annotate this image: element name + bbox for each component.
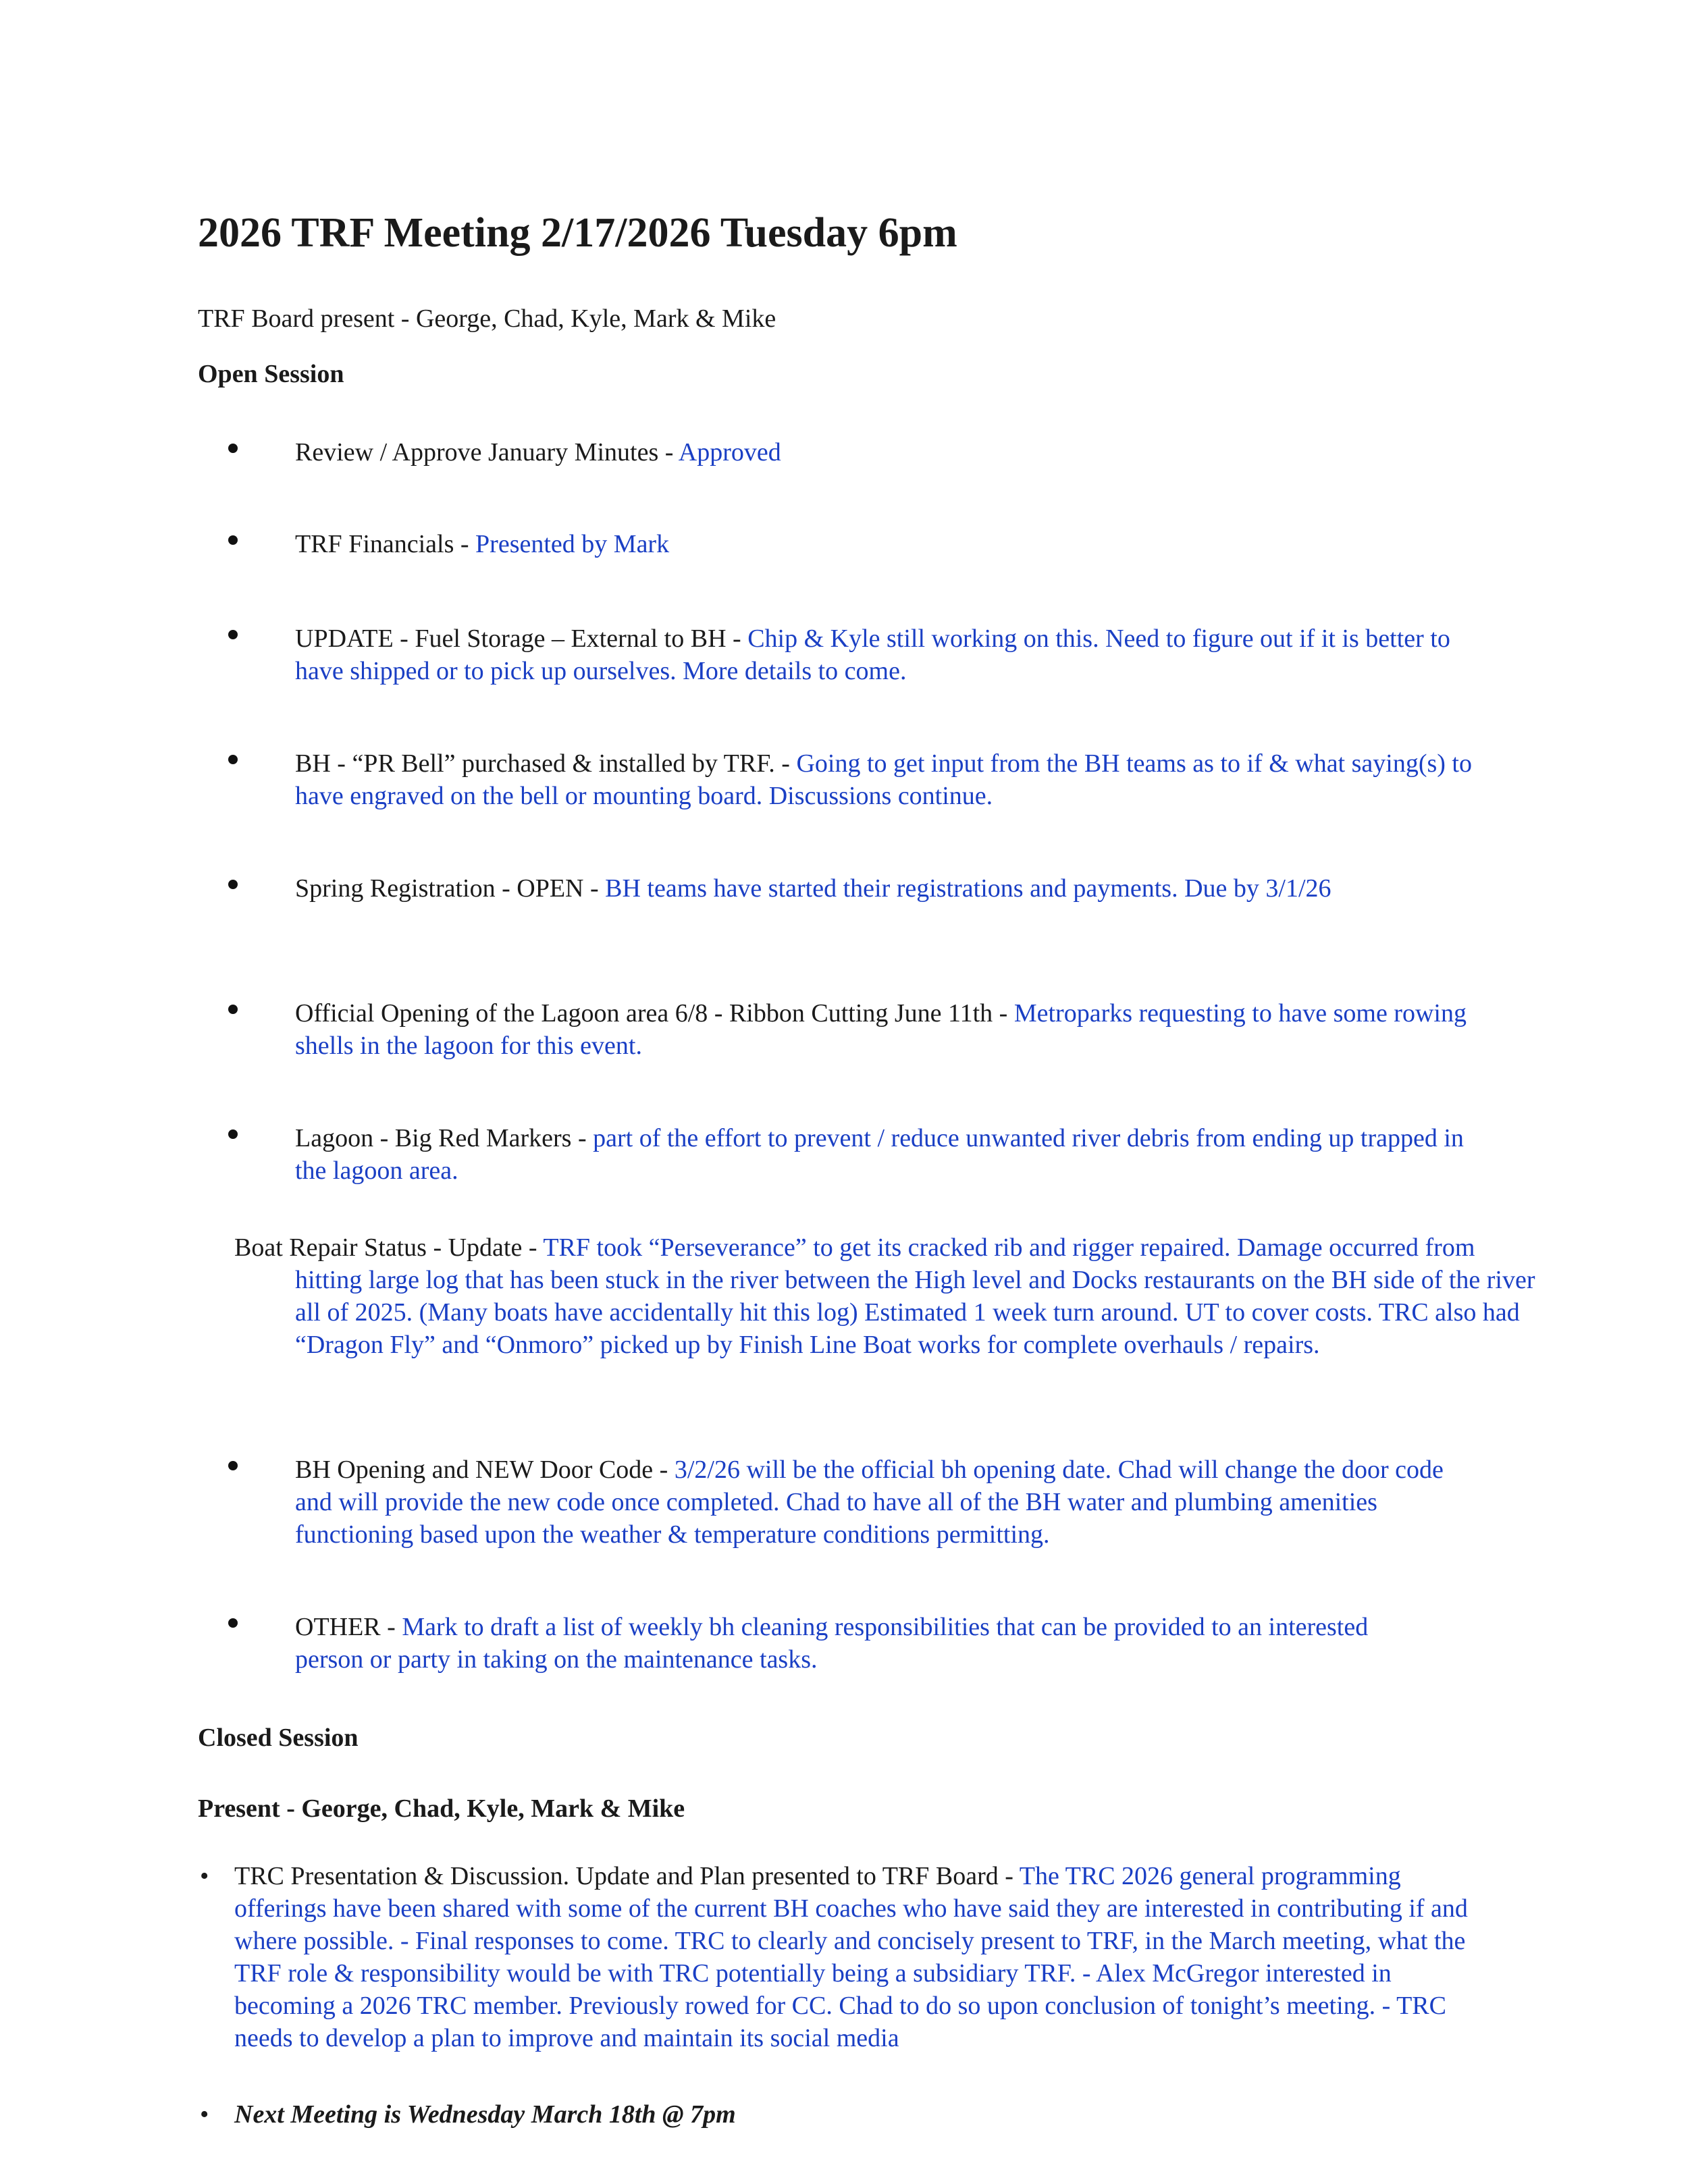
item-label: UPDATE - Fuel Storage – External to BH - bbox=[295, 624, 748, 653]
open-item-spring-registration bbox=[295, 872, 1348, 905]
boat-repair-status bbox=[234, 1231, 1544, 1361]
item-note: Presented by Mark bbox=[475, 530, 670, 558]
bullet-icon bbox=[228, 755, 238, 764]
bullet-icon bbox=[228, 880, 238, 889]
bullet-icon bbox=[228, 1461, 238, 1470]
item-label: Lagoon - Big Red Markers - bbox=[295, 1124, 594, 1152]
open-item-pr-bell bbox=[295, 747, 1483, 812]
next-meeting: Next Meeting is Wednesday March 18th @ 7pm bbox=[234, 2100, 736, 2129]
bullet-icon bbox=[228, 535, 238, 545]
item-note: Approved bbox=[678, 438, 781, 467]
open-item-lagoon-markers bbox=[295, 1122, 1483, 1187]
later-item-other bbox=[295, 1611, 1375, 1676]
bullet-icon: • bbox=[200, 1862, 209, 1890]
bullet-icon bbox=[228, 444, 238, 453]
item-note: part of the effort to prevent / reduce unwanted river debris from ending up trapped in the lagoon area. bbox=[295, 1124, 1464, 1185]
item-label: OTHER - bbox=[295, 1613, 402, 1641]
item-note: BH teams have started their registrations and payments. Due by 3/1/26 bbox=[605, 874, 1331, 903]
board-present: TRF Board present - George, Chad, Kyle, Mark & Mike bbox=[198, 304, 776, 333]
item-label: TRF Financials - bbox=[295, 530, 476, 558]
item-note: Mark to draft a list of weekly bh cleaning responsibilities that can be provided to an interested person or party in taking on the maintenance tasks. bbox=[295, 1613, 1369, 1674]
bullet-icon bbox=[228, 1005, 238, 1014]
item-label: BH Opening and NEW Door Code - bbox=[295, 1456, 675, 1484]
open-item-lagoon-opening bbox=[295, 997, 1483, 1062]
item-label: Review / Approve January Minutes - bbox=[295, 438, 679, 467]
open-session-heading: Open Session bbox=[198, 360, 344, 388]
item-note: 3/2/26 will be the official bh opening date. Chad will change the door code and will provide the new code once completed. Chad to have all of the BH water and plumbing amenities functioning based upon the weather & temperature conditions permitting. bbox=[295, 1456, 1444, 1549]
closed-item-trc-presentation bbox=[234, 1860, 1483, 2054]
bullet-icon bbox=[228, 1618, 238, 1628]
bullet-icon bbox=[228, 630, 238, 639]
item-note: Going to get input from the BH teams as to if & what saying(s) to have engraved on the bell or mounting board. Discussions continue. bbox=[295, 749, 1472, 810]
item-note: Chip & Kyle still working on this. Need to figure out if it is better to have shipped or to pick up ourselves. More details to come. bbox=[295, 624, 1450, 685]
document-title: 2026 TRF Meeting 2/17/2026 Tuesday 6pm bbox=[198, 210, 957, 256]
item-label: TRC Presentation & Discussion. Update and Plan presented to TRF Board - bbox=[234, 1862, 1020, 1890]
open-item-fuel-storage bbox=[295, 622, 1483, 687]
item-note: Metroparks requesting to have some rowing shells in the lagoon for this event. bbox=[295, 999, 1467, 1060]
bullet-icon bbox=[228, 1129, 238, 1139]
closed-session-heading: Closed Session bbox=[198, 1724, 359, 1752]
item-note: The TRC 2026 general programming offerings have been shared with some of the current BH coaches who have said they are interested in contributing if and where possible. - Final responses to come. TRC to clearly and concisely present to TRF, in the March meeting, what the TRF role & responsibility would be with TRC potentially being a subsidiary TRF. - Alex McGregor interested in becoming a 2026 TRC member. Previously rowed for CC. Chad to do so upon conclusion of tonight’s meeting. - TRC needs to develop a plan to improve and maintain its social media bbox=[234, 1862, 1468, 2052]
bullet-icon: • bbox=[200, 2100, 209, 2129]
open-item-financials bbox=[295, 528, 1483, 560]
item-note: TRF took “Perseverance” to get its cracked rib and rigger repaired. Damage occurred from hitting large log that has been stuck in the river between the High level and Docks restaurants on the BH side of the river all of 2025. (Many boats have accidentally hit this log) Estimated 1 week turn around. UT to cover costs. TRC also had “Dragon Fly” and “Onmoro” picked up by Finish Line Boat works for complete overhauls / repairs. bbox=[295, 1233, 1535, 1359]
item-label: Boat Repair Status - Update - bbox=[234, 1233, 544, 1262]
closed-present: Present - George, Chad, Kyle, Mark & Mike bbox=[198, 1794, 685, 1823]
later-item-bh-opening bbox=[295, 1454, 1483, 1551]
item-label: Official Opening of the Lagoon area 6/8 - Ribbon Cutting June 11th - bbox=[295, 999, 1014, 1028]
item-label: BH - “PR Bell” purchased & installed by TRF. - bbox=[295, 749, 797, 778]
open-item-review-minutes bbox=[295, 436, 1483, 469]
item-label: Spring Registration - OPEN - bbox=[295, 874, 606, 903]
